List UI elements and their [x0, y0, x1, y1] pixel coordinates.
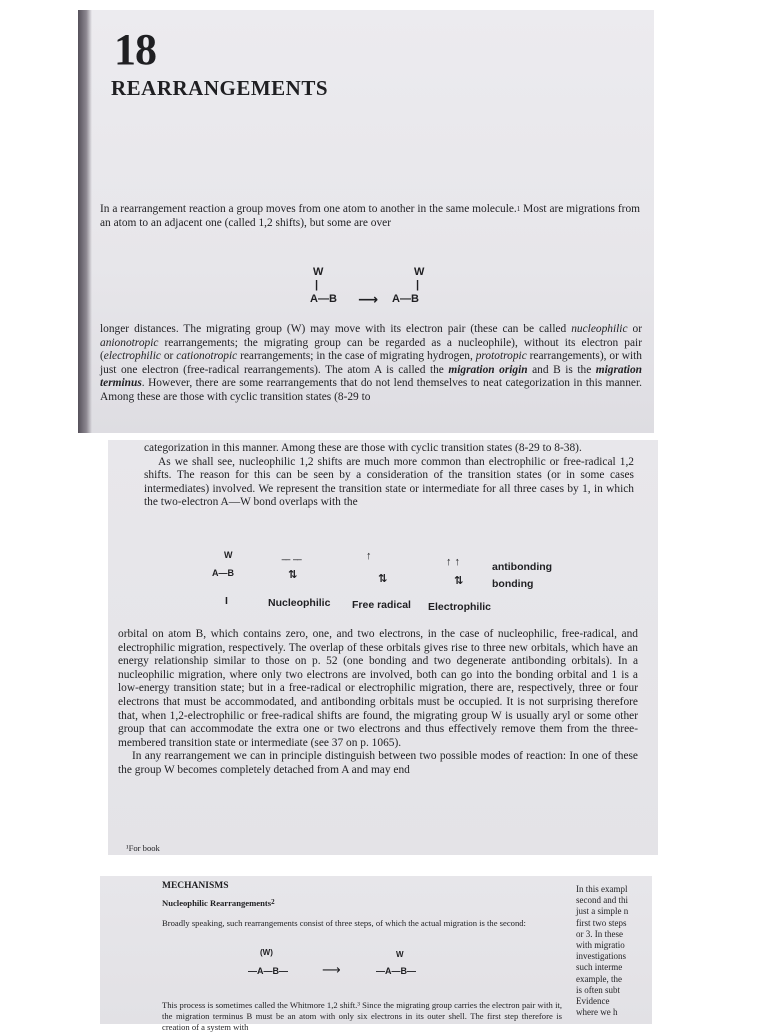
subsection-footnote: 2: [271, 898, 275, 906]
scheme-bond-right: |: [416, 279, 420, 291]
label-bonding: bonding: [492, 578, 534, 590]
facing-page-column: [576, 884, 656, 1018]
facing-page-line: In this exampl: [576, 884, 628, 894]
whitmore-text-cut: in its outer shell. The first step therefore is creation of a system with: [162, 1011, 562, 1032]
section-heading: MECHANISMS: [162, 881, 229, 891]
orbital-overlap-text: orbital on atom B, which contains zero, one, and two electrons, in the case of nucleophilic, free-radical, and electrophilic migration, respectively. The overlap of these orbitals gives rise to three new orbitals, which have an energy relationship similar to those on p. 52 (one bonding and two degenerate antibonding orbitals). In a nucleophilic migration, where only two electrons are involved, both can go into the bonding orbital and 1 is a low-energy transition state; but in a free-radical or electrophilic migration, there are, respectively, three or four electrons that must be accommodated, and antibonding orbitals must be occupied. It is not surprising therefore that, when 1,2-electrophilic or free-radical shifts are found, the migrating group W is usually aryl or some other group that can accommodate the extra one or two electrons and thus effectively remove them from the three-membered transition state or intermediate (see 37 on p. 1065).: [118, 628, 638, 749]
facing-page-line: with migratio: [576, 940, 625, 951]
footnote-cut: ¹For book: [126, 843, 160, 853]
scheme-right-structure: —A—B—: [376, 966, 416, 976]
paragraph-whitmore: [162, 1000, 562, 1033]
intro-text-2: Most are migrations from an atom to an adjacent one (called 1,2 shifts), but some are over: [100, 203, 640, 229]
scheme-w-right: W: [414, 266, 425, 278]
facing-page-line: Evidence: [576, 996, 610, 1007]
footnote-marker: 1: [516, 205, 521, 213]
body-text-c: rearrangements; the migrating group can be regarded as a nucleophile), without its electron pair (: [100, 336, 642, 363]
facing-page-line: where we h: [576, 1007, 618, 1018]
term-migration-origin: migration origin: [448, 363, 528, 376]
body-text-cut: categorization in this manner. Among these are those with cyclic transition states (8-29 to: [100, 377, 643, 403]
label-nucleophilic: Nucleophilic: [268, 597, 331, 609]
scheme-w-circled: (W): [260, 948, 273, 957]
label-free-radical: Free radical: [352, 599, 411, 611]
term-electrophilic: electrophilic: [103, 350, 161, 363]
scheme-w-b: W: [396, 950, 404, 959]
scheme-w-a: W: [262, 948, 271, 957]
scheme-right: A—B: [392, 293, 419, 305]
scheme-arrow: ⟶: [358, 291, 379, 307]
structure-ab: A—B: [212, 568, 234, 578]
facing-page-line: first two steps: [576, 917, 627, 928]
free-radical-pair: ⇅: [378, 573, 388, 585]
electrophilic-bonding-pair: ⇅: [454, 575, 464, 587]
chapter-title: REARRANGEMENTS: [111, 76, 329, 100]
scheme-left-structure: —A—B—: [248, 966, 288, 976]
body-text-b: or: [627, 323, 642, 335]
paragraph-rearrangement-modes: In any rearrangement we can in principle distinguish between two possible modes of reaction: In one of these the group W becomes completely detached from A and may end: [118, 750, 638, 776]
body-paragraph-1: [100, 323, 642, 405]
facing-page-line: investigations: [576, 951, 626, 962]
page-photo-3: [100, 876, 652, 1032]
term-cationotropic: cationotropic: [176, 350, 238, 363]
body-text-h: . However, there are some rearrangements that do not lend themselves to neat: [141, 377, 503, 390]
top-line-2: 8-38).: [554, 442, 582, 454]
facing-page-line: just a simple n: [576, 906, 629, 917]
term-anionotropic: anionotropic: [100, 336, 159, 349]
continued-text: [144, 442, 634, 510]
scheme-arrow-3: ⟶: [322, 962, 341, 977]
term-migration-terminus: migration terminus: [100, 363, 642, 390]
chapter-number: 18: [114, 25, 156, 74]
intro-text: In a rearrangement reaction a group moves from one atom to another in the same molecule.: [100, 203, 517, 215]
body-text-d: or: [160, 350, 177, 363]
facing-page-line: such interme: [576, 962, 623, 973]
subsection-text: Nucleophilic Rearrangements: [162, 898, 272, 908]
facing-page-line: second and thi: [576, 895, 628, 906]
term-nucleophilic: nucleophilic: [571, 323, 628, 335]
body-text-g: and B is the: [527, 363, 596, 376]
structure-label-1: I: [225, 595, 228, 607]
facing-page-line: example, the: [576, 973, 622, 984]
nucleophilic-levels: ‾‾ ‾‾: [282, 558, 302, 572]
structure-w: W: [224, 550, 233, 560]
paragraph-orbital-overlap: [118, 628, 638, 778]
book-gutter-shadow: [78, 10, 92, 433]
free-radical-electron: ↑: [366, 550, 372, 562]
facing-page-line: is often subt: [576, 984, 620, 995]
subsection-heading: [162, 898, 275, 908]
scheme-w-left: W: [313, 266, 324, 278]
top-line: categorization in this manner. Among these are those with cyclic transition states (8-29 to: [144, 442, 552, 454]
whitmore-text: This process is sometimes called the Whitmore 1,2 shift.³ Since the migrating group carries the electron pair with it, the migration terminus B must be an atom with only six electrons: [162, 1000, 562, 1021]
paragraph-nucleophilic-shifts: As we shall see, nucleophilic 1,2 shifts are much more common than electrophilic or free-radical 1,2 shifts. The reason for this can be seen by a consideration of the transition states (or in some cases intermediates) involved. We represent the transition state or intermediate for all three cases by 1, in which the two-electron A—W bond overlaps with the: [144, 455, 634, 509]
electrophilic-antibonding-electrons: ↑ ↑: [446, 556, 461, 568]
label-electrophilic: Electrophilic: [428, 601, 492, 613]
scheme-bond-left: |: [315, 279, 319, 291]
paragraph-broadly-speaking: Broadly speaking, such rearrangements consist of three steps, of which the actual migration is the second:: [162, 918, 526, 928]
intro-paragraph: [100, 203, 640, 230]
body-text-a: longer distances. The migrating group (W) may move with its electron pair (these can be called: [100, 323, 572, 335]
facing-page-line: or 3. In these: [576, 928, 623, 939]
body-text-e: rearrangements; in the case of migrating hydrogen,: [237, 350, 476, 363]
term-prototropic: prototropic: [475, 350, 527, 363]
label-antibonding: antibonding: [492, 561, 553, 573]
page-photo-2: [108, 440, 658, 855]
nucleophilic-electron-pair: ⇅: [288, 569, 298, 581]
scheme-left: A—B: [310, 293, 337, 305]
page-photo-1: [78, 10, 654, 433]
body-text-f: rearrangements), or with just one electron (free-radical rearrangements). The atom A is called the: [100, 350, 643, 376]
